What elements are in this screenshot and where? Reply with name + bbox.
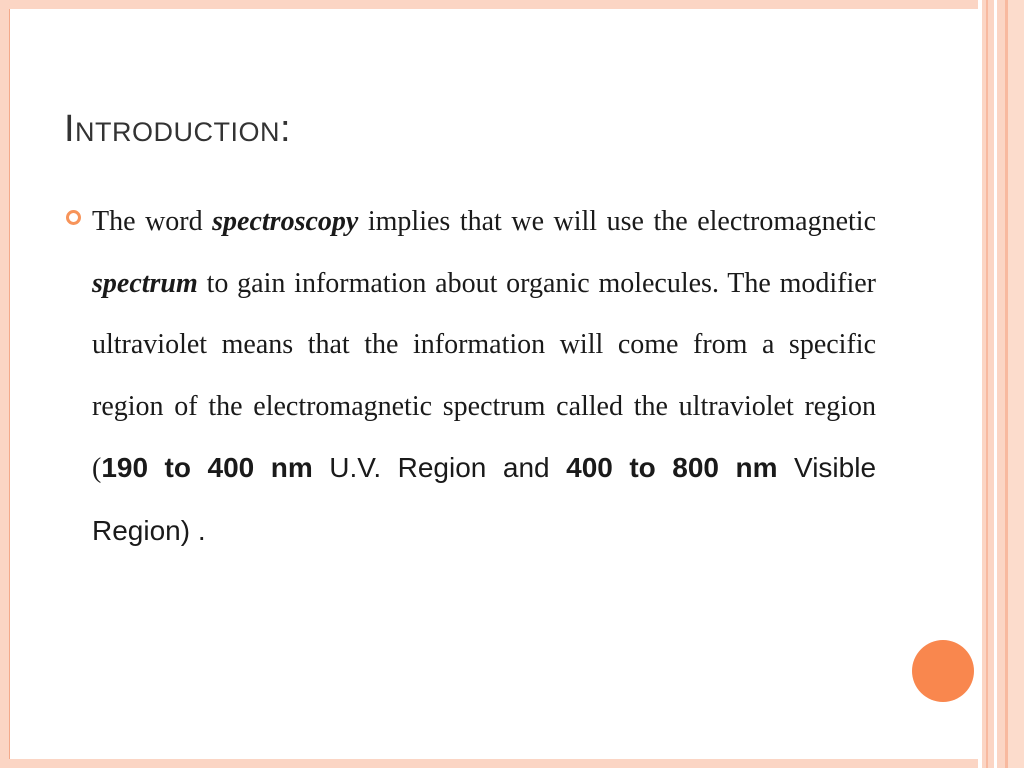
bullet-text-part4: U.V. Region and [312,452,567,483]
uv-range: 190 to 400 nm [101,452,313,483]
orange-circle-decoration [912,640,974,702]
bullet-paragraph [92,191,876,562]
frame-bottom-border [0,759,1024,768]
frame-left-inner-line [9,9,10,759]
slide-title: Introduction: [64,108,292,150]
bullet-text-part5: Visible Region) . [92,452,877,546]
frame-top-border [0,0,1024,9]
frame-left-border [0,0,9,768]
hollow-circle-bullet-icon [66,210,81,225]
visible-range: 400 to 800 nm [566,452,778,483]
right-decorative-stripes [978,0,1024,768]
term-spectroscopy: spectroscopy [212,206,359,237]
term-spectrum: spectrum [92,267,198,299]
bullet-text-part3: to gain information about organic molecules. The modifier ultraviolet means that the information will come from a specific region of the electromagnetic spectrum called the ultraviolet region ( [92,267,876,484]
bullet-text-part2: implies that we will use the electromagnetic [358,206,876,237]
bullet-text-part1: The word [92,206,213,237]
